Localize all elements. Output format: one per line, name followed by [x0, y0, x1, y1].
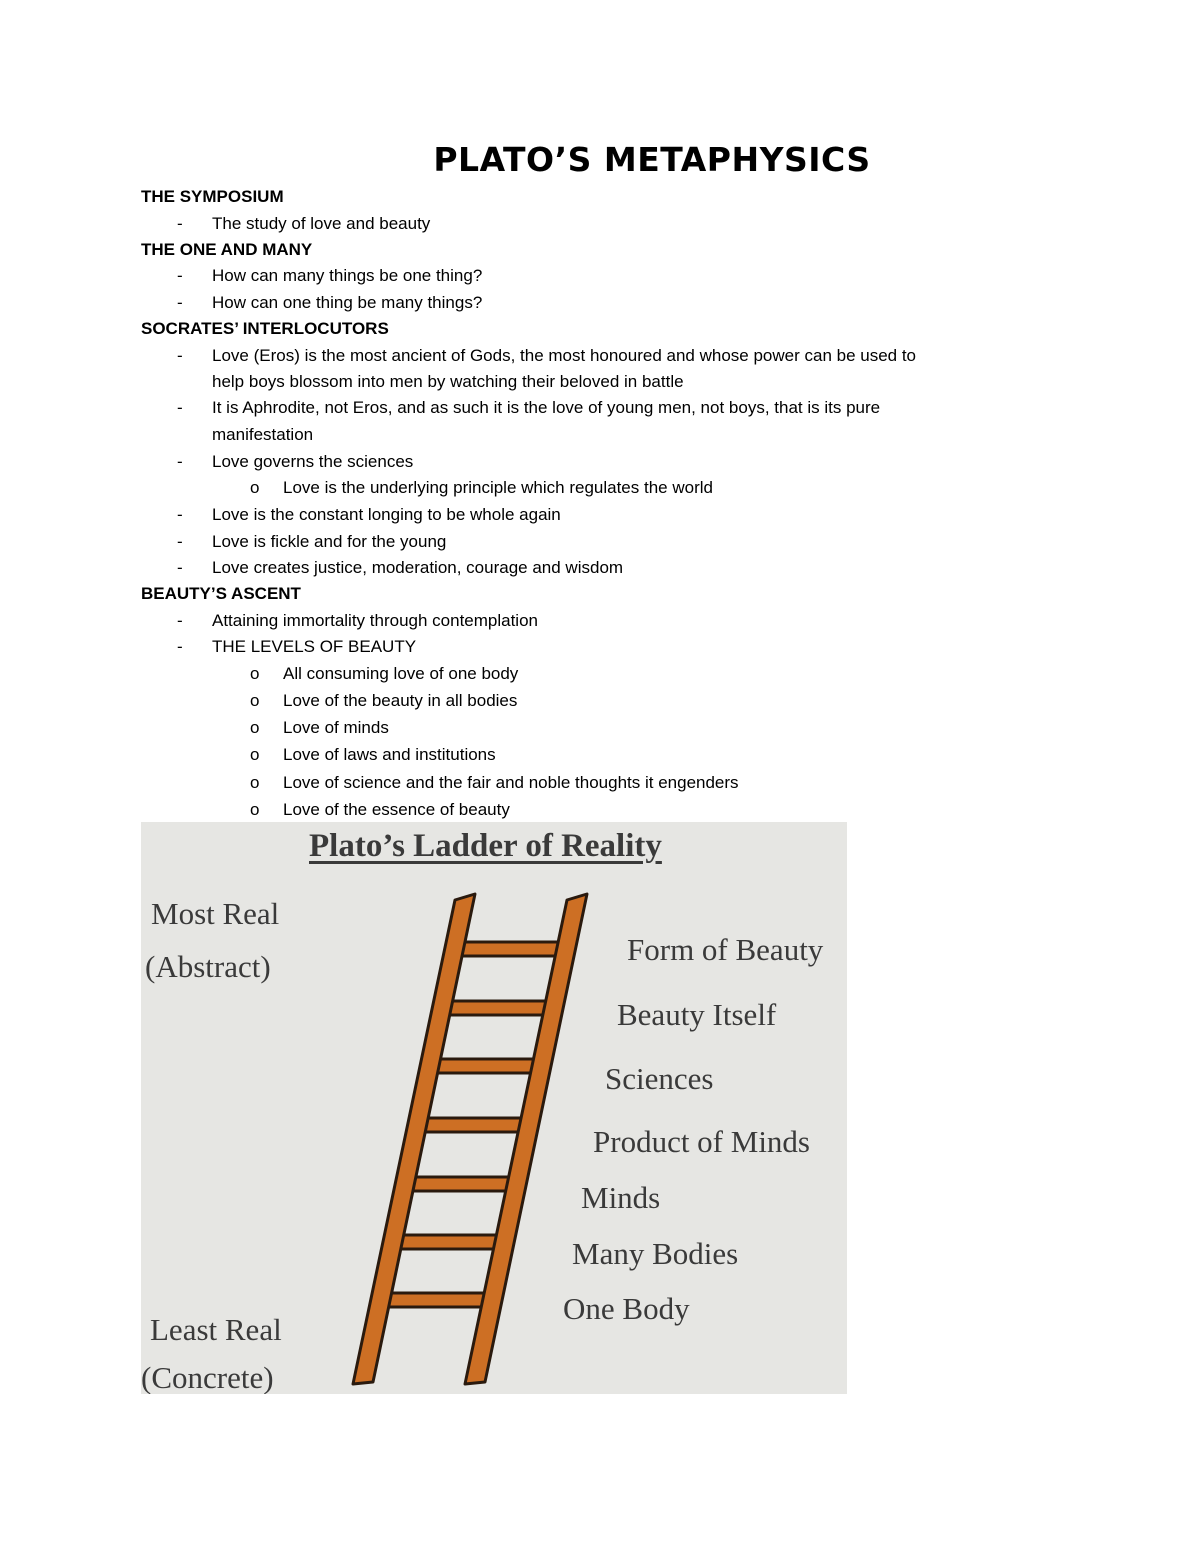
dash-marker: - — [177, 611, 183, 630]
bullet-marker: o — [250, 478, 260, 497]
ladder-rung — [376, 1293, 496, 1307]
sub-list-item-text: Love of the beauty in all bodies — [283, 691, 518, 710]
list-item-text: How can many things be one thing? — [212, 266, 483, 285]
dash-marker: - — [177, 637, 183, 656]
list-item-text: Love is fickle and for the young — [212, 532, 447, 551]
rung-label: Form of Beauty — [627, 932, 824, 967]
least-real-label: Least Real — [150, 1312, 282, 1347]
dash-marker: - — [177, 266, 183, 285]
sub-list-item-text: Love of the essence of beauty — [283, 800, 510, 819]
rung-label: Sciences — [605, 1061, 714, 1096]
list-item-text: Love governs the sciences — [212, 452, 414, 471]
ladder-rung — [436, 1001, 556, 1015]
ladder-figure — [141, 822, 847, 1394]
section-heading-symposium: THE SYMPOSIUM — [141, 187, 284, 206]
list-item-continuation: help boys blossom into men by watching their beloved in battle — [212, 372, 684, 391]
ladder-rung — [448, 942, 568, 956]
rung-label: One Body — [563, 1291, 690, 1326]
most-real-label: Most Real — [151, 896, 280, 931]
dash-marker: - — [177, 346, 183, 365]
sub-list-item-text: Love of laws and institutions — [283, 745, 496, 764]
bullet-marker: o — [250, 773, 260, 792]
sub-list-item-text: All consuming love of one body — [283, 664, 519, 683]
dash-marker: - — [177, 558, 183, 577]
bullet-marker: o — [250, 664, 260, 683]
list-item-text: Attaining immortality through contemplation — [212, 611, 538, 630]
abstract-label: (Abstract) — [145, 949, 271, 984]
list-item-continuation: manifestation — [212, 425, 314, 444]
sub-list-item-text: Love is the underlying principle which regulates the world — [283, 478, 713, 497]
concrete-label: (Concrete) — [141, 1360, 274, 1394]
rung-label: Minds — [581, 1180, 661, 1215]
figure-title: Plato’s Ladder of Reality — [309, 828, 662, 864]
sub-list-item-text: Love of minds — [283, 718, 389, 737]
bullet-marker: o — [250, 800, 260, 819]
ladder-rail-left — [353, 894, 475, 1384]
page-title: PLATO’S METAPHYSICS — [433, 140, 871, 179]
dash-marker: - — [177, 214, 183, 233]
bullet-marker: o — [250, 745, 260, 764]
ladder-rung — [388, 1235, 508, 1249]
rung-label: Many Bodies — [572, 1236, 739, 1271]
dash-marker: - — [177, 452, 183, 471]
rung-label: Beauty Itself — [617, 997, 777, 1032]
list-item-text: It is Aphrodite, not Eros, and as such it is the love of young men, not boys, that is its pure — [212, 398, 881, 417]
bullet-marker: o — [250, 691, 260, 710]
section-heading-one-and-many: THE ONE AND MANY — [141, 240, 313, 259]
dash-marker: - — [177, 398, 183, 417]
sub-list-item-text: Love of science and the fair and noble thoughts it engenders — [283, 773, 739, 792]
list-item-text: The study of love and beauty — [212, 214, 431, 233]
dash-marker: - — [177, 293, 183, 312]
list-item-text: Love (Eros) is the most ancient of Gods, the most honoured and whose power can be used to — [212, 346, 917, 365]
list-item-text: Love is the constant longing to be whole again — [212, 505, 561, 524]
list-item-text: How can one thing be many things? — [212, 293, 483, 312]
dash-marker: - — [177, 532, 183, 551]
list-item-text: THE LEVELS OF BEAUTY — [212, 637, 417, 656]
section-heading-interlocutors: SOCRATES’ INTERLOCUTORS — [141, 319, 389, 338]
rung-label: Product of Minds — [593, 1124, 810, 1159]
dash-marker: - — [177, 505, 183, 524]
ladder-rung — [400, 1177, 520, 1191]
section-heading-ascent: BEAUTY’S ASCENT — [141, 584, 301, 603]
ladder-rung — [412, 1118, 532, 1132]
ladder-rung — [424, 1059, 544, 1073]
list-item-text: Love creates justice, moderation, courage and wisdom — [212, 558, 624, 577]
bullet-marker: o — [250, 718, 260, 737]
